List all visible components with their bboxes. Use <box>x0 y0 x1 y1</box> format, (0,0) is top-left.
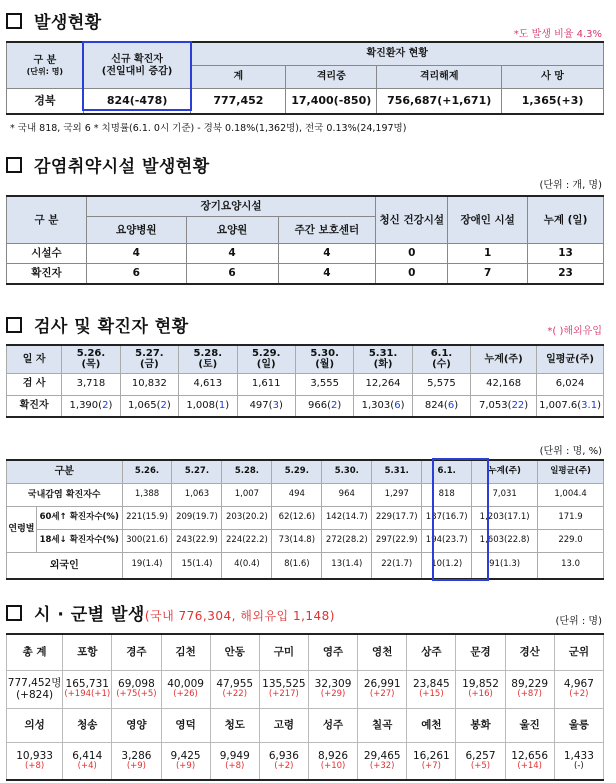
cell: 91(1.3) <box>472 553 538 579</box>
region-value-row <box>7 742 604 780</box>
region-value: 26,991 (+27) <box>358 670 407 708</box>
cell: 1,303(6) <box>354 395 412 417</box>
cell: 221(15.9) <box>122 507 172 530</box>
region-name: 안동 <box>210 634 259 670</box>
header-date-cell: 6.1. (수) <box>412 345 470 373</box>
table-row <box>7 395 604 417</box>
header-disabled: 장애인 시설 <box>448 196 528 244</box>
header-daily-avg: 일평균(주) <box>537 345 604 373</box>
new-cases-highlight <box>82 41 192 111</box>
header-day-care: 주간 보호센터 <box>278 217 376 244</box>
region-value: 19,852 (+16) <box>456 670 505 708</box>
cell: 4 <box>278 244 376 264</box>
header-date: 일 자 <box>7 345 62 373</box>
region-name: 예천 <box>407 708 456 742</box>
region-value: 23,845 (+15) <box>407 670 456 708</box>
region-value: 135,525 (+217) <box>259 670 308 708</box>
row-label: 확진자 <box>7 395 62 417</box>
cell: 10(1.2) <box>422 553 472 579</box>
region-name: 칠곡 <box>358 708 407 742</box>
header-isolating: 격리중 <box>286 66 377 89</box>
region-value: 10,933 (+8) <box>7 742 63 780</box>
isolating-value: 17,400(-850) <box>286 89 377 115</box>
overseas-note: *( )해외유입 <box>547 326 602 337</box>
cell: 1,390(2) <box>62 395 120 417</box>
header-date-cell: 5.27. <box>172 460 222 484</box>
region-value: 6,936 (+2) <box>259 742 308 780</box>
total-value: 777,452 <box>191 89 286 115</box>
cell: 10,832 <box>120 373 178 395</box>
cell: 142(14.7) <box>322 507 372 530</box>
regions-table <box>6 633 604 781</box>
header-daily-avg: 일평균(주) <box>538 460 604 484</box>
cell: 6,024 <box>537 373 604 395</box>
checkbox-square-icon <box>6 157 22 173</box>
cell: 1,297 <box>372 484 422 507</box>
cell: 300(21.6) <box>122 530 172 553</box>
region-name: 영덕 <box>161 708 210 742</box>
cell: 1,203(17.1) <box>472 507 538 530</box>
cell: 297(22.9) <box>372 530 422 553</box>
header-date-cell: 5.30. (월) <box>295 345 353 373</box>
cell: 194(23.7) <box>422 530 472 553</box>
cell: 1,004.4 <box>538 484 604 507</box>
row-label: 국내감염 확진자수 <box>7 484 123 507</box>
cell: 4,613 <box>179 373 237 395</box>
cell: 1,611 <box>237 373 295 395</box>
region-name: 영양 <box>112 708 161 742</box>
cell: 7,031 <box>472 484 538 507</box>
cell: 5,575 <box>412 373 470 395</box>
table-row <box>7 244 604 264</box>
table-row <box>7 484 604 507</box>
region-name: 군위 <box>554 634 603 670</box>
header-date-cell: 5.30. <box>322 460 372 484</box>
cell: 224(22.2) <box>222 530 272 553</box>
region-name-row <box>7 708 604 742</box>
region-name: 총 계 <box>7 634 63 670</box>
cell: 818 <box>422 484 472 507</box>
cell: 137(16.7) <box>422 507 472 530</box>
region-value: 165,731 (+194(+1) <box>63 670 112 708</box>
header-date-cell: 5.28. (토) <box>179 345 237 373</box>
header-date-cell: 6.1. <box>422 460 472 484</box>
section-title-vulnerable-facilities: 감염취약시설 발생현황 <box>6 152 210 177</box>
cell: 4 <box>186 244 278 264</box>
region-value: 29,465 (+32) <box>358 742 407 780</box>
region-name: 포항 <box>63 634 112 670</box>
section-title-regions: 시 · 군별 발생(국내 776,304, 해외유입 1,148) <box>6 600 335 625</box>
region-value: 40,009 (+26) <box>161 670 210 708</box>
cell: 229.0 <box>538 530 604 553</box>
cell: 1,008(1) <box>179 395 237 417</box>
region-value: 47,955 (+22) <box>210 670 259 708</box>
header-date-cell: 5.29. (일) <box>237 345 295 373</box>
row-label: 60세↑ 확진자수(%) <box>36 507 122 530</box>
header-date-cell: 5.26. <box>122 460 172 484</box>
cell: 13.0 <box>538 553 604 579</box>
row-label: 경북 <box>7 89 84 115</box>
region-value: 6,414 (+4) <box>63 742 112 780</box>
tests-table <box>6 344 604 418</box>
cell: 1,388 <box>122 484 172 507</box>
today-column-highlight <box>432 458 489 581</box>
header-date-cell: 5.31. <box>372 460 422 484</box>
table-row <box>7 530 604 553</box>
cell: 497(3) <box>237 395 295 417</box>
cell: 209(19.7) <box>172 507 222 530</box>
row-label: 18세↓ 확진자수(%) <box>36 530 122 553</box>
region-value: 9,425 (+9) <box>161 742 210 780</box>
region-value: 3,286 (+9) <box>112 742 161 780</box>
header-cumulative: 누계 (일) <box>528 196 604 244</box>
cell: 23 <box>528 264 604 285</box>
unit-note: (단위 : 명) <box>555 616 602 627</box>
region-name: 울릉 <box>554 708 603 742</box>
cell: 15(1.4) <box>172 553 222 579</box>
cell: 0 <box>376 264 448 285</box>
table-row <box>7 553 604 579</box>
cell: 1,007 <box>222 484 272 507</box>
header-case-status: 확진환자 현황 <box>191 42 604 66</box>
header-gubun: 구 분 <box>7 196 87 244</box>
cell: 494 <box>272 484 322 507</box>
cell: 203(20.2) <box>222 507 272 530</box>
cell: 1,063 <box>172 484 222 507</box>
released-value: 756,687(+1,671) <box>377 89 502 115</box>
new-cases-value: 824(-478) <box>83 89 191 115</box>
header-gubun: 구분 <box>7 460 123 484</box>
table-row <box>7 507 604 530</box>
unit-note: (단위 : 명, %) <box>539 446 602 457</box>
cell: 4 <box>86 244 186 264</box>
region-value: 12,656 (+14) <box>505 742 554 780</box>
region-value: 9,949 (+8) <box>210 742 259 780</box>
row-label: 확진자 <box>7 264 87 285</box>
region-value: 8,926 (+10) <box>308 742 357 780</box>
cell: 8(1.6) <box>272 553 322 579</box>
cell: 964 <box>322 484 372 507</box>
checkbox-square-icon <box>6 13 22 29</box>
region-name: 경산 <box>505 634 554 670</box>
cell: 22(1.7) <box>372 553 422 579</box>
cell: 229(17.7) <box>372 507 422 530</box>
section-title-tests: 검사 및 확진자 현황 <box>6 312 189 337</box>
header-released: 격리해제 <box>377 66 502 89</box>
cell: 824(6) <box>412 395 470 417</box>
table-row <box>7 264 604 285</box>
region-name: 상주 <box>407 634 456 670</box>
cell: 3,555 <box>295 373 353 395</box>
region-value: 16,261 (+7) <box>407 742 456 780</box>
region-value: 6,257 (+5) <box>456 742 505 780</box>
cell: 1 <box>448 244 528 264</box>
region-name: 성주 <box>308 708 357 742</box>
header-deaths: 사 망 <box>502 66 604 89</box>
region-value: 1,433 (-) <box>554 742 603 780</box>
region-value: 69,098 (+75(+5) <box>112 670 161 708</box>
cell: 6 <box>86 264 186 285</box>
cell: 272(28.2) <box>322 530 372 553</box>
header-mental-health: 청신 건강시설 <box>376 196 448 244</box>
table-row <box>7 373 604 395</box>
cell: 7 <box>448 264 528 285</box>
region-name: 고령 <box>259 708 308 742</box>
occurrence-rate-note: *도 발생 비율 4.3% <box>513 29 602 40</box>
footnote: * 국내 818, 국외 6 * 치명률(6.1. 0시 기준) - 경북 0.18%(1,362명), 전국 0.13%(24,197명) <box>10 123 407 134</box>
cell: 3,718 <box>62 373 120 395</box>
region-name: 김천 <box>161 634 210 670</box>
region-value-row <box>7 670 604 708</box>
row-label: 시설수 <box>7 244 87 264</box>
row-label: 외국인 <box>7 553 123 579</box>
cell: 4(0.4) <box>222 553 272 579</box>
cell: 1,007.6(3.1) <box>537 395 604 417</box>
cell: 243(22.9) <box>172 530 222 553</box>
row-label: 검 사 <box>7 373 62 395</box>
region-name: 문경 <box>456 634 505 670</box>
cell: 42,168 <box>471 373 537 395</box>
cell: 0 <box>376 244 448 264</box>
header-date-cell: 5.27. (금) <box>120 345 178 373</box>
cell: 4 <box>278 264 376 285</box>
cell: 1,603(22.8) <box>472 530 538 553</box>
region-name: 구미 <box>259 634 308 670</box>
header-new-cases: 신규 확진자 (전일대비 증감) <box>83 42 191 89</box>
header-total: 계 <box>191 66 286 89</box>
header-date-cell: 5.29. <box>272 460 322 484</box>
cell: 6 <box>186 264 278 285</box>
header-cumulative: 누계(주) <box>472 460 538 484</box>
cell: 12,264 <box>354 373 412 395</box>
checkbox-square-icon <box>6 317 22 333</box>
region-name-row <box>7 634 604 670</box>
header-nursing-home: 요양원 <box>186 217 278 244</box>
age-table <box>6 459 604 580</box>
checkbox-square-icon <box>6 605 22 621</box>
unit-note: (단위 : 개, 명) <box>539 180 602 191</box>
cell: 62(12.6) <box>272 507 322 530</box>
section-title-occurrence: 발생현황 <box>6 8 102 33</box>
cell: 966(2) <box>295 395 353 417</box>
cell: 13 <box>528 244 604 264</box>
vulnerable-facilities-table <box>6 195 604 285</box>
header-nursing-hospital: 요양병원 <box>86 217 186 244</box>
header-date-cell: 5.26. (목) <box>62 345 120 373</box>
region-name: 경주 <box>112 634 161 670</box>
cell: 1,065(2) <box>120 395 178 417</box>
cell: 7,053(22) <box>471 395 537 417</box>
deaths-value: 1,365(+3) <box>502 89 604 115</box>
region-name: 영천 <box>358 634 407 670</box>
region-value: 32,309 (+29) <box>308 670 357 708</box>
cell: 19(1.4) <box>122 553 172 579</box>
header-date-cell: 5.31. (화) <box>354 345 412 373</box>
header-cumulative: 누계(주) <box>471 345 537 373</box>
cell: 171.9 <box>538 507 604 530</box>
header-gubun: 구 분 (단위: 명) <box>7 42 84 89</box>
region-name: 청도 <box>210 708 259 742</box>
region-name: 청송 <box>63 708 112 742</box>
region-value: 4,967 (+2) <box>554 670 603 708</box>
header-long-term-care: 장기요양시설 <box>86 196 375 217</box>
header-date-cell: 5.28. <box>222 460 272 484</box>
cell: 73(14.8) <box>272 530 322 553</box>
region-name: 봉화 <box>456 708 505 742</box>
cell: 13(1.4) <box>322 553 372 579</box>
region-value: 777,452명 (+824) <box>7 670 63 708</box>
age-group-label: 연령별 <box>7 507 37 553</box>
region-name: 영주 <box>308 634 357 670</box>
region-value: 89,229 (+87) <box>505 670 554 708</box>
region-name: 의성 <box>7 708 63 742</box>
region-name: 울진 <box>505 708 554 742</box>
